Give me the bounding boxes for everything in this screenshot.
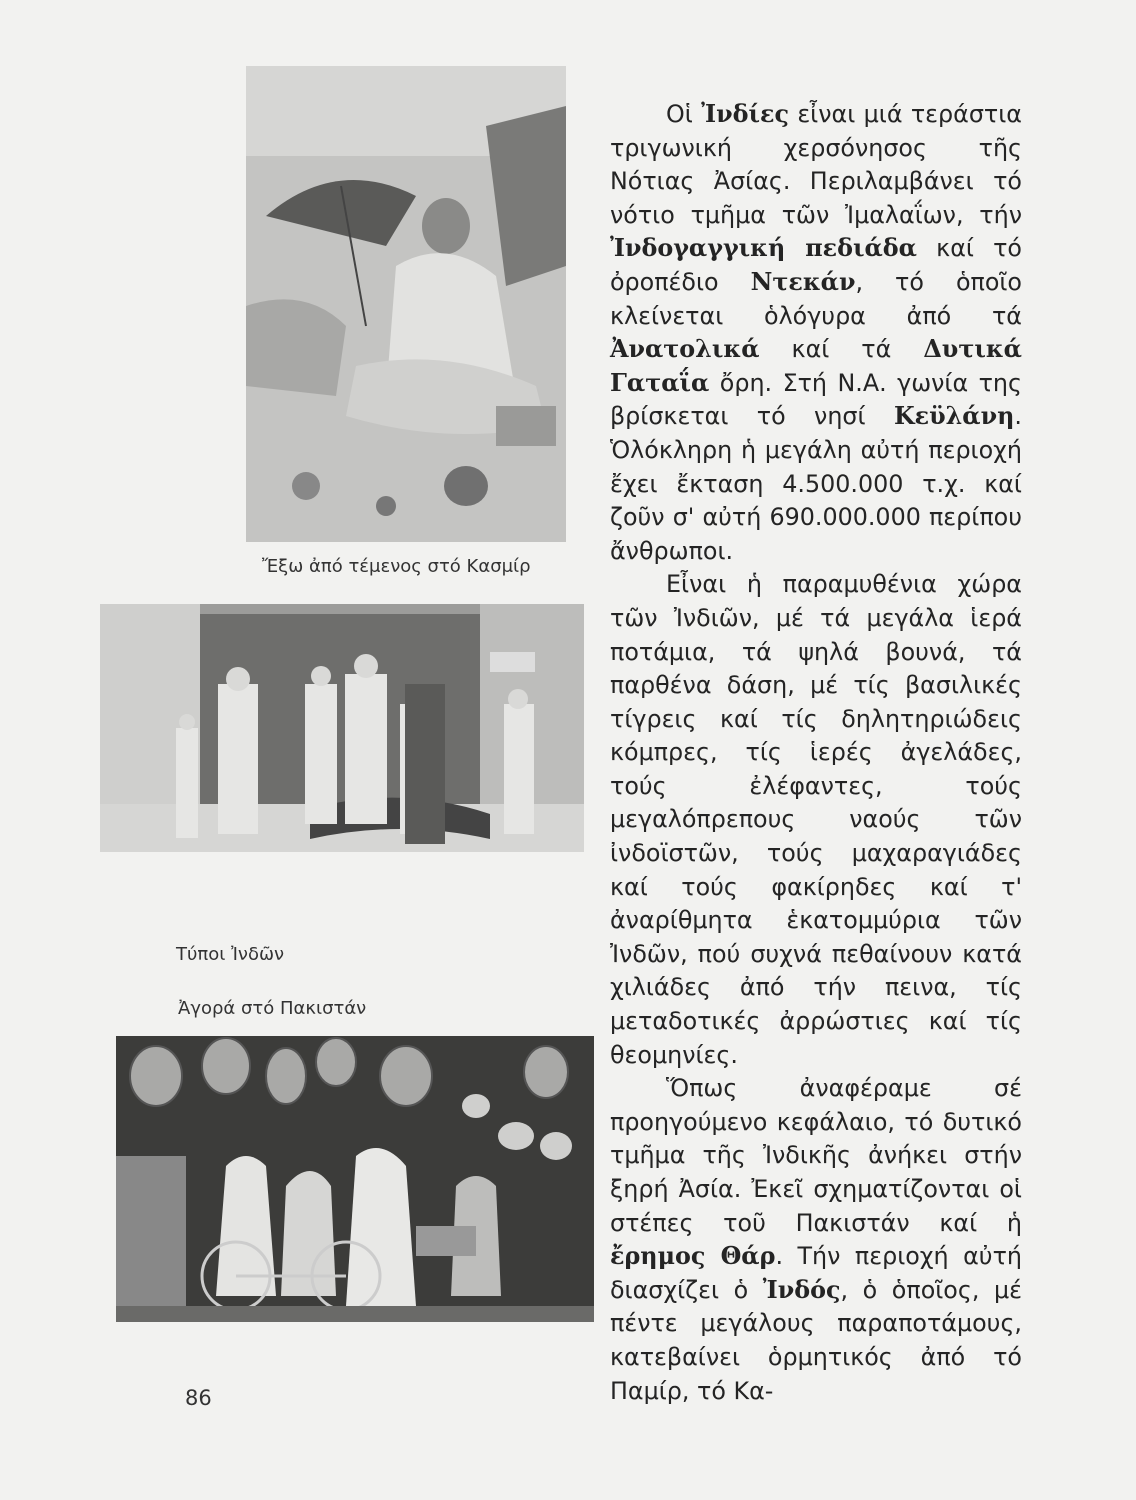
text-span: , ὁ ὁποῖος, μέ πέντε μεγάλους παραποτάμους, κατεβαίνει ὁρμητικός ἀπό τό Παμίρ, τό Κα-: [610, 1275, 1022, 1405]
kashmir-photo: [246, 66, 566, 542]
photo-group-of-men-icon: [100, 604, 584, 852]
main-text: [610, 98, 1022, 1408]
bold-term: Ἰνδός: [762, 1275, 841, 1304]
text-span: καί τά: [759, 335, 924, 364]
page-number: 86: [185, 1386, 212, 1410]
bold-term: Ἀνατολικά: [610, 335, 760, 364]
bold-term: ἔρημος Θάρ: [610, 1242, 776, 1271]
text-span: . Ὁλόκληρη ἡ μεγάλη αὐτή περιοχή ἔχει ἔκταση 4.500.000 τ.χ. καί ζοῦν σ' αὐτή 690.000.000 περίπου ἄνθρωποι.: [610, 402, 1022, 565]
photo-seated-holy-man-icon: [246, 66, 566, 542]
text-span: Οἱ: [666, 100, 702, 128]
text-span: ὄρη. Στή Ν.Α. γωνία της βρίσκεται τό νησί: [610, 368, 1022, 431]
paragraph-1: [610, 98, 1022, 568]
pakistan-caption: Ἀγορά στό Πακιστάν: [178, 998, 367, 1019]
text-span: εἶναι μιά τεράστια τριγωνική χερσόνησος τῆς Νότιας Ἀσίας. Περιλαμβάνει τό νότιο τμῆμα τῶν Ἰμαλαΐων, τήν: [610, 100, 1022, 229]
paragraph-2: Εἶναι ἡ παραμυθένια χώρα τῶν Ἰνδιῶν, μέ τά μεγάλα ἱερά ποτάμια, τά ψηλά βουνά, τά παρθένα δάση, μέ τίς βασιλικές τίγρεις καί τίς δηλητηριώδεις κόμπρες, τίς ἱερές ἀγελάδες, τούς ἐλέφαντες, τούς μεγαλόπρεπους ναούς τῶν ἰνδοϊστῶν, τούς μαχαραγιάδες καί τούς φακίρηδες καί τ' ἀναρίθμητα ἑκατομμύρια τῶν Ἰνδῶν, πού συχνά πεθαίνουν κατά χιλιάδες ἀπό τήν πεινα, τίς μεταδοτικές ἀρρώστιες καί τίς θεομηνίες.: [610, 570, 1022, 1069]
bold-term: Κεϋλάνη: [893, 402, 1015, 431]
bold-term: Ἰνδίες: [701, 100, 789, 128]
indians-caption: Τύποι Ἰνδῶν: [176, 944, 285, 965]
text-span: , τό ὁποῖο κλείνεται ὁλόγυρα ἀπό τά: [610, 267, 1022, 330]
bold-term: Δυτικά Γαταΐα: [610, 335, 1022, 397]
bold-term: Ντεκάν: [750, 267, 856, 296]
text-span: καί τό ὀροπέδιο: [610, 234, 1022, 296]
text-span: Ὅπως ἀναφέραμε σέ προηγούμενο κεφάλαιο, τό δυτικό τμῆμα τῆς Ἰνδικῆς ἀνήκει στήν ξηρή Ἀσία. Ἐκεῖ σχηματίζονται οἱ στέπες τοῦ Πακιστάν καί ἡ: [610, 1074, 1022, 1237]
bold-term: Ἰνδογαγγική πεδιάδα: [610, 234, 917, 263]
kashmir-caption: Ἔξω ἀπό τέμενος στό Κασμίρ: [262, 556, 531, 577]
pakistan-photo: [116, 1036, 594, 1322]
photo-market-stall-icon: [116, 1036, 594, 1322]
paragraph-3: [610, 1072, 1022, 1408]
indians-photo: [100, 604, 584, 852]
text-span: . Τήν περιοχή αὐτή διασχίζει ὁ: [610, 1242, 1022, 1304]
